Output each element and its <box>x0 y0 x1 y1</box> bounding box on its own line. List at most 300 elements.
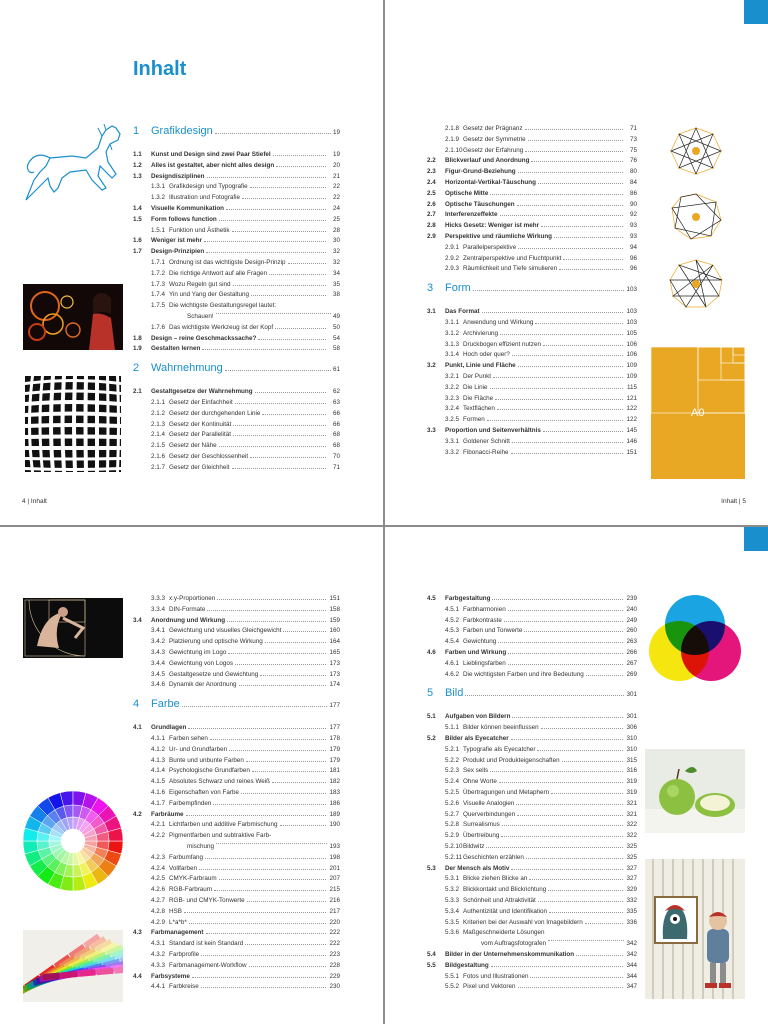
entry-number: 1.7.2 <box>151 269 166 277</box>
entry-title: Gewichtung und visuelles Gleichgewicht <box>169 627 282 635</box>
entry-number: 1.7.5 <box>151 302 166 310</box>
toc-entry <box>427 232 637 243</box>
leader-dots <box>490 387 623 389</box>
toc-entry <box>133 723 340 734</box>
entry-title: Formen <box>463 416 485 424</box>
leader-dots <box>239 684 326 686</box>
entry-title: Gesetz der Kontinuität <box>169 420 232 428</box>
leader-dots <box>535 322 623 324</box>
entry-title: Gestaltgesetze der Wahrnehmung <box>151 388 253 396</box>
entry-title: Bildwitz <box>463 842 485 850</box>
entry-number: 3.4.5 <box>151 670 166 678</box>
toc-entry <box>133 766 340 777</box>
toc-entry <box>133 810 340 821</box>
page-number: 109 <box>626 372 637 380</box>
entry-title: Geschichten erzählen <box>463 853 524 861</box>
toc-entry <box>427 178 637 189</box>
toc-entry <box>133 777 340 788</box>
leader-dots <box>232 230 326 232</box>
entry-title: Illustration und Fotografie <box>169 194 241 202</box>
entry-number: 2.1.1 <box>151 398 166 406</box>
entry-title: Vollfarben <box>169 864 198 872</box>
page-number: 316 <box>626 767 637 775</box>
page-number: 158 <box>329 605 340 613</box>
leader-dots <box>247 900 326 902</box>
leader-dots <box>188 727 326 729</box>
a0-label: A0 <box>691 407 705 419</box>
page-number: 217 <box>329 907 340 915</box>
entry-title: DIN-Formate <box>169 605 206 613</box>
toc-chapter <box>427 688 637 710</box>
page-number: 165 <box>329 648 340 656</box>
page-number: 103 <box>626 318 637 326</box>
page-number: 321 <box>626 810 637 818</box>
toc-entry <box>427 928 637 939</box>
entry-title: Authentizität und Identifikation <box>463 907 548 915</box>
entry-title: Platzierung und optische Wirkung <box>169 638 263 646</box>
page-number: 103 <box>626 308 637 316</box>
leader-dots <box>273 154 326 156</box>
entry-title: CMYK-Farbraum <box>169 875 217 883</box>
entry-number: 1.3.1 <box>151 183 166 191</box>
page-number: 105 <box>626 329 637 337</box>
chapter-number: 1 <box>133 125 140 137</box>
leader-dots <box>206 932 327 934</box>
page-number: 54 <box>332 334 340 342</box>
page-number: 190 <box>329 821 340 829</box>
toc-entry <box>427 777 637 788</box>
cmy-color-circles <box>643 589 747 693</box>
toc-entry <box>427 831 637 842</box>
leader-dots <box>511 738 623 740</box>
entry-title: Sex sells <box>463 767 489 775</box>
toc-entry <box>427 918 637 929</box>
toc-chapter <box>427 283 637 305</box>
entry-title: Die wichtigste Gestaltungsregel lautet: <box>169 302 277 310</box>
page-number: 228 <box>329 961 340 969</box>
leader-dots <box>576 954 623 956</box>
chapter-title: Form <box>445 282 471 295</box>
page-number: 30 <box>332 237 340 245</box>
entry-title: Schauen! <box>187 312 214 320</box>
page-number: 198 <box>329 853 340 861</box>
entry-number: 1.3.2 <box>151 194 166 202</box>
star-polygon-diagrams <box>661 124 731 324</box>
entry-number: 4.5 <box>427 595 436 602</box>
leader-dots <box>246 760 326 762</box>
toc-entry <box>427 243 637 254</box>
entry-title: Design – reine Geschmackssache? <box>151 334 257 342</box>
page-number: 96 <box>629 265 637 273</box>
entry-number: 5.3 <box>427 864 436 872</box>
leader-dots <box>548 939 624 941</box>
page-number: 179 <box>329 756 340 764</box>
toc-entry <box>427 415 637 426</box>
entry-number: 5.3.1 <box>445 875 460 883</box>
toc-entry <box>427 626 637 637</box>
page-number: 62 <box>332 388 340 396</box>
page-number: 222 <box>329 940 340 948</box>
page-number: 71 <box>332 463 340 471</box>
entry-title: Lieblingsfarben <box>463 659 506 667</box>
entry-title: Die Fläche <box>463 394 494 402</box>
toc-entry <box>133 247 340 258</box>
toc-entry <box>133 441 340 452</box>
toc-entry <box>427 961 637 972</box>
book-page-6 <box>0 527 383 1024</box>
page-number: 310 <box>626 745 637 753</box>
page-number: 28 <box>332 226 340 234</box>
toc-entry <box>133 928 340 939</box>
page-number: 103 <box>626 286 637 294</box>
page-number: 319 <box>626 778 637 786</box>
entry-title: Figur-Grund-Beziehung <box>445 168 516 176</box>
page-number: 122 <box>626 405 637 413</box>
entry-number: 5.5.1 <box>445 972 460 980</box>
leader-dots <box>491 965 623 967</box>
leader-dots <box>502 824 623 826</box>
entry-title: Grundlagen <box>151 724 187 732</box>
leader-dots <box>538 900 623 902</box>
entry-title: Übertragungen und Metaphern <box>463 788 550 796</box>
leader-dots <box>518 171 623 173</box>
toc-entry <box>427 616 637 627</box>
toc-entry <box>427 394 637 405</box>
entry-number: 4.2.5 <box>151 875 166 883</box>
entry-title: Optische Täuschungen <box>445 200 515 208</box>
entry-title: Das wichtigste Werkzeug ist der Kopf <box>169 323 274 331</box>
entry-title: vom Auftragsfotografen <box>481 940 547 948</box>
page-number: 49 <box>332 312 340 320</box>
entry-title: Gesetz der Prägnanz <box>463 125 523 132</box>
leader-dots <box>508 652 623 654</box>
entry-number: 1.9 <box>133 345 142 353</box>
page-number: 322 <box>626 821 637 829</box>
page-number: 121 <box>626 394 637 402</box>
entry-number: 3.3.1 <box>445 437 460 445</box>
page-number: 344 <box>626 961 637 969</box>
entry-number: 5.3.6 <box>445 929 460 937</box>
leader-dots <box>516 803 623 805</box>
toc-entry <box>427 200 637 211</box>
page-number: 321 <box>626 799 637 807</box>
entry-title: Lichtfarben und additive Farbmischung <box>169 821 278 829</box>
toc-entry <box>427 448 637 459</box>
fantasy-woman-photo <box>23 284 123 350</box>
page-number: 73 <box>629 135 637 143</box>
entry-title: Ohne Worte <box>463 778 497 786</box>
page-number: 344 <box>626 972 637 980</box>
entry-number: 5.2.7 <box>445 810 460 818</box>
entry-number: 2.9.2 <box>445 254 460 262</box>
leader-dots <box>541 225 623 227</box>
entry-title: Kunst und Design sind zwei Paar Stiefel <box>151 151 271 158</box>
toc-list <box>427 124 637 458</box>
entry-number: 2.3 <box>427 168 436 176</box>
entry-number: 4.6.2 <box>445 670 460 678</box>
entry-title: HSB <box>169 907 182 915</box>
page-number: 327 <box>626 875 637 883</box>
toc-entry <box>133 918 340 929</box>
toc-entry <box>133 323 340 334</box>
page-number: 342 <box>626 950 637 958</box>
leader-dots <box>217 598 326 600</box>
page-number: 106 <box>626 340 637 348</box>
entry-title: Hoch oder quer? <box>463 351 510 359</box>
entry-title: Form follows function <box>151 215 217 223</box>
page-number: 70 <box>332 452 340 460</box>
leader-dots <box>500 214 624 216</box>
page-number: 75 <box>629 146 637 154</box>
leader-dots <box>499 781 623 783</box>
leader-dots <box>202 348 326 350</box>
toc-entry <box>133 659 340 670</box>
toc-entry <box>133 885 340 896</box>
entry-title: Gewichtung <box>463 638 497 646</box>
entry-title: Blickverlauf und Anordnung <box>445 157 530 165</box>
page-number: 93 <box>629 232 637 240</box>
page-number: 24 <box>332 204 340 212</box>
leader-dots <box>530 976 623 978</box>
leader-dots <box>226 208 326 210</box>
leader-dots <box>511 452 624 454</box>
entry-title: Druckbogen effizient nutzen <box>463 340 541 348</box>
entry-number: 1.6 <box>133 237 142 245</box>
page-title: Inhalt <box>133 58 187 80</box>
toc-entry <box>133 193 340 204</box>
toc-entry <box>427 254 637 265</box>
page-number: 66 <box>332 409 340 417</box>
entry-number: 2.1.8 <box>445 125 460 132</box>
entry-number: 5.2.9 <box>445 832 460 840</box>
leader-dots <box>518 986 623 988</box>
page-number: 266 <box>626 648 637 656</box>
leader-dots <box>528 139 623 141</box>
leader-dots <box>518 247 623 249</box>
chapter-number: 4 <box>133 698 140 711</box>
page-number: 222 <box>329 929 340 937</box>
leader-dots <box>492 598 623 600</box>
entry-title: Farbharmonien <box>463 605 506 613</box>
entry-number: 4.1.5 <box>151 778 166 786</box>
toc-entry <box>427 637 637 648</box>
entry-number: 1.8 <box>133 334 142 342</box>
leader-dots <box>518 365 623 367</box>
entry-number: 2.5 <box>427 189 436 197</box>
entry-number: 4.5.3 <box>445 627 460 635</box>
entry-title: Gesetz der Nähe <box>169 442 217 450</box>
entry-number: 2.1.4 <box>151 431 166 439</box>
page-number: 183 <box>329 788 340 796</box>
entry-title: Bilder in der Unternehmenskommunikation <box>445 950 575 958</box>
entry-title: Farbkreise <box>169 983 199 991</box>
entry-number: 4.2.4 <box>151 864 166 872</box>
toc-entry <box>133 161 340 172</box>
entry-number: 2.1.9 <box>445 135 460 143</box>
leader-dots <box>500 333 623 335</box>
entry-title: Fibonacci-Reihe <box>463 448 509 456</box>
toc-entry <box>427 594 637 605</box>
leader-dots <box>508 663 623 665</box>
toc-entry <box>133 616 340 627</box>
chapter-title: Grafikdesign <box>151 125 213 137</box>
entry-number: 5.2.11 <box>445 853 463 861</box>
leader-dots <box>525 150 623 152</box>
toc-entry <box>427 820 637 831</box>
entry-number: 3.2.3 <box>445 394 460 402</box>
toc-entry <box>427 318 637 329</box>
leader-dots <box>205 857 326 859</box>
entry-number: 1.1 <box>133 151 142 158</box>
entry-title: Visuelle Analogien <box>463 799 515 807</box>
entry-number: 1.5 <box>133 215 142 223</box>
entry-number: 1.7 <box>133 248 142 256</box>
toc-entry <box>133 409 340 420</box>
book-page-4 <box>0 0 383 525</box>
toc-entry <box>133 344 340 355</box>
leader-dots <box>548 889 623 891</box>
entry-number: 5.2.5 <box>445 788 460 796</box>
entry-title: Gesetz der Symmetrie <box>463 135 526 143</box>
leader-dots <box>283 630 326 632</box>
page-number: 342 <box>626 940 637 948</box>
leader-dots <box>504 620 623 622</box>
page-number: 20 <box>332 161 340 169</box>
page-number: 347 <box>626 983 637 991</box>
page-number: 84 <box>629 178 637 186</box>
toc-entry <box>427 350 637 361</box>
toc-entry <box>133 939 340 950</box>
leader-dots <box>490 193 623 195</box>
entry-number: 2.1.3 <box>151 420 166 428</box>
page-number: 106 <box>626 351 637 359</box>
toc-entry <box>427 124 637 135</box>
toc-entry <box>133 950 340 961</box>
entry-number: 4.4 <box>133 972 142 980</box>
toc-entry <box>427 135 637 146</box>
page-number: 22 <box>332 194 340 202</box>
page-number: 94 <box>629 243 637 251</box>
toc-entry <box>133 430 340 441</box>
entry-number: 3.2.2 <box>445 383 460 391</box>
leader-dots <box>551 792 623 794</box>
toc-entry <box>427 210 637 221</box>
entry-title: Gesetz der Geschlossenheit <box>169 452 249 460</box>
entry-number: 5.1.1 <box>445 724 460 732</box>
leader-dots <box>501 835 623 837</box>
leader-dots <box>275 327 326 329</box>
entry-title: Funktion und Ästhetik <box>169 226 230 234</box>
leader-dots <box>493 376 623 378</box>
page-number: 35 <box>332 280 340 288</box>
page-number: 301 <box>626 691 637 699</box>
page-number: 182 <box>329 778 340 786</box>
entry-number: 3.4.4 <box>151 659 166 667</box>
leader-dots <box>228 652 326 654</box>
entry-title: Maßgeschneiderte Lösungen <box>463 929 545 937</box>
toc-entry <box>133 150 340 161</box>
entry-title: Eigenschaften von Farbe <box>169 788 240 796</box>
entry-number: 3.3.2 <box>445 448 460 456</box>
toc-entry <box>133 896 340 907</box>
entry-number: 4.5.2 <box>445 616 460 624</box>
leader-dots <box>473 289 625 291</box>
toc-entry <box>133 226 340 237</box>
entry-number: 4.1.3 <box>151 756 166 764</box>
entry-title: Der Punkt <box>463 372 491 380</box>
entry-title: Farbräume <box>151 810 184 818</box>
entry-title: Farbprofile <box>169 950 200 958</box>
entry-title: Bunte und unbunte Farben <box>169 756 244 764</box>
toc-entry <box>133 594 340 605</box>
leader-dots <box>182 705 328 707</box>
entry-number: 5.5.2 <box>445 983 460 991</box>
toc-entry <box>427 670 637 681</box>
entry-number: 4.1.7 <box>151 799 166 807</box>
leader-dots <box>512 441 623 443</box>
green-apples-photo <box>645 749 745 833</box>
entry-title: Farbumfang <box>169 853 203 861</box>
entry-title: Gesetz der durchgehenden Linie <box>169 409 261 417</box>
entry-title: Die Linie <box>463 383 488 391</box>
toc-entry <box>133 648 340 659</box>
entry-number: 3.3 <box>427 426 436 434</box>
leader-dots <box>538 182 623 184</box>
toc-entry <box>427 972 637 983</box>
entry-title: Bilder können beeinflussen <box>463 724 539 732</box>
leader-dots <box>184 911 326 913</box>
page-number: 122 <box>626 416 637 424</box>
toc-entry <box>133 907 340 918</box>
entry-number: 4.2.1 <box>151 821 166 829</box>
toc-entry-continuation <box>427 939 637 950</box>
entry-title: Farbempfinden <box>169 799 212 807</box>
toc-entry <box>427 189 637 200</box>
page-number: 327 <box>626 864 637 872</box>
entry-title: Interferenzeffekte <box>445 211 498 219</box>
entry-number: 2.1.5 <box>151 442 166 450</box>
leader-dots <box>262 413 326 415</box>
toc-entry <box>133 756 340 767</box>
page-number: 216 <box>329 896 340 904</box>
toc-entry <box>427 982 637 993</box>
page-number: 58 <box>332 345 340 353</box>
leader-dots <box>498 641 623 643</box>
entry-title: Aufgaben von Bildern <box>445 713 511 721</box>
entry-number: 3.1 <box>427 308 436 316</box>
page-number: 159 <box>329 616 340 624</box>
toc-entry <box>427 874 637 885</box>
leader-dots <box>252 770 326 772</box>
toc-entry <box>133 280 340 291</box>
page-number: 22 <box>332 183 340 191</box>
page-number: 173 <box>329 670 340 678</box>
page-number: 71 <box>629 125 637 132</box>
entry-number: 5.2.1 <box>445 745 460 753</box>
entry-number: 1.4 <box>133 204 142 212</box>
entry-title: RGB-Farbraum <box>169 886 213 894</box>
entry-number: 2.1.7 <box>151 463 166 471</box>
leader-dots <box>227 620 326 622</box>
page-number: 223 <box>329 950 340 958</box>
leader-dots <box>512 354 623 356</box>
toc-entry <box>427 756 637 767</box>
page-number: 32 <box>332 248 340 256</box>
entry-number: 5.3.5 <box>445 918 460 926</box>
page-number: 193 <box>329 842 340 850</box>
entry-title: Produkt und Produkteigenschaften <box>463 756 560 764</box>
entry-number: 5.1 <box>427 713 436 721</box>
